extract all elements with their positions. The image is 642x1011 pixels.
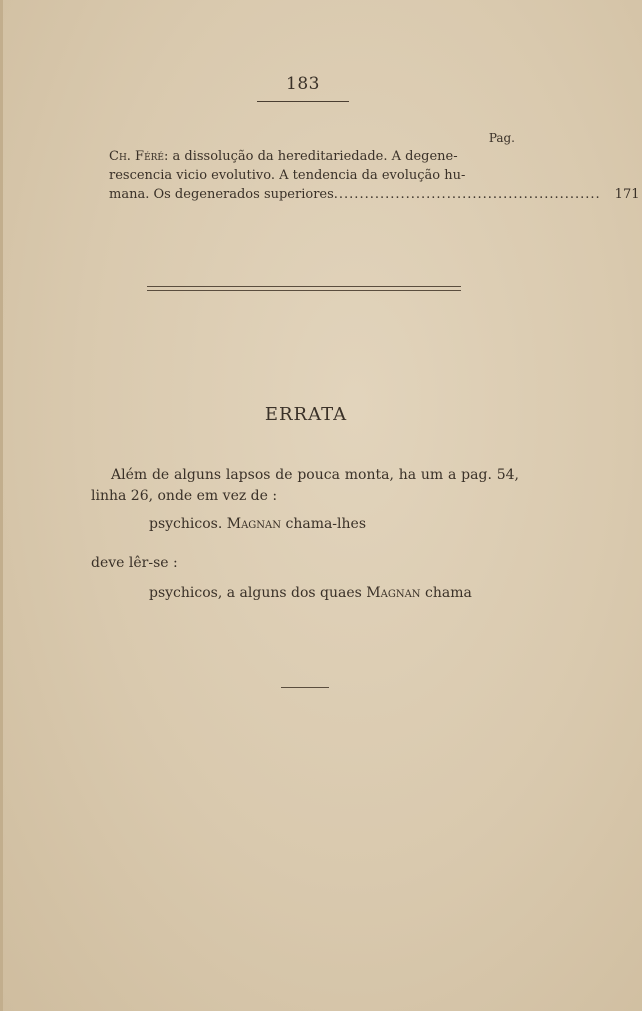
toc-leader-dots: .................................................... [333, 187, 601, 202]
author-name: Magnan [226, 516, 282, 532]
errata-wrong-text: psychicos. Magnan chama-lhes [149, 516, 367, 532]
toc-author: Ch. Féré [109, 149, 164, 164]
end-rule [281, 687, 329, 688]
page-number: 183 [286, 74, 320, 94]
errata-correct-text: psychicos, a alguns dos quaes Magnan chama [149, 585, 472, 601]
toc-page-ref: 171 [614, 187, 640, 202]
toc-entry-line-3: mana. Os degenerados superiores .................................................... 171 [109, 187, 640, 202]
errata-title: ERRATA [264, 404, 348, 425]
header-rule [257, 101, 349, 102]
author-name: Magnan [366, 585, 421, 601]
pag-column-label: Pag. [488, 131, 515, 145]
toc-entry-line-1: Ch. Féré: a dissolução da hereditariedade. A degene- [109, 149, 458, 164]
errata-paragraph: Além de alguns lapsos de pouca monta, ha um a pag. 54, linha 26, onde em vez de : [91, 467, 519, 504]
errata-instead-label: deve lêr-se : [91, 555, 178, 571]
section-divider [147, 286, 461, 291]
toc-entry [109, 147, 640, 204]
toc-entry-line-2: rescencia vicio evolutivo. A tendencia da evolução hu- [109, 168, 466, 183]
